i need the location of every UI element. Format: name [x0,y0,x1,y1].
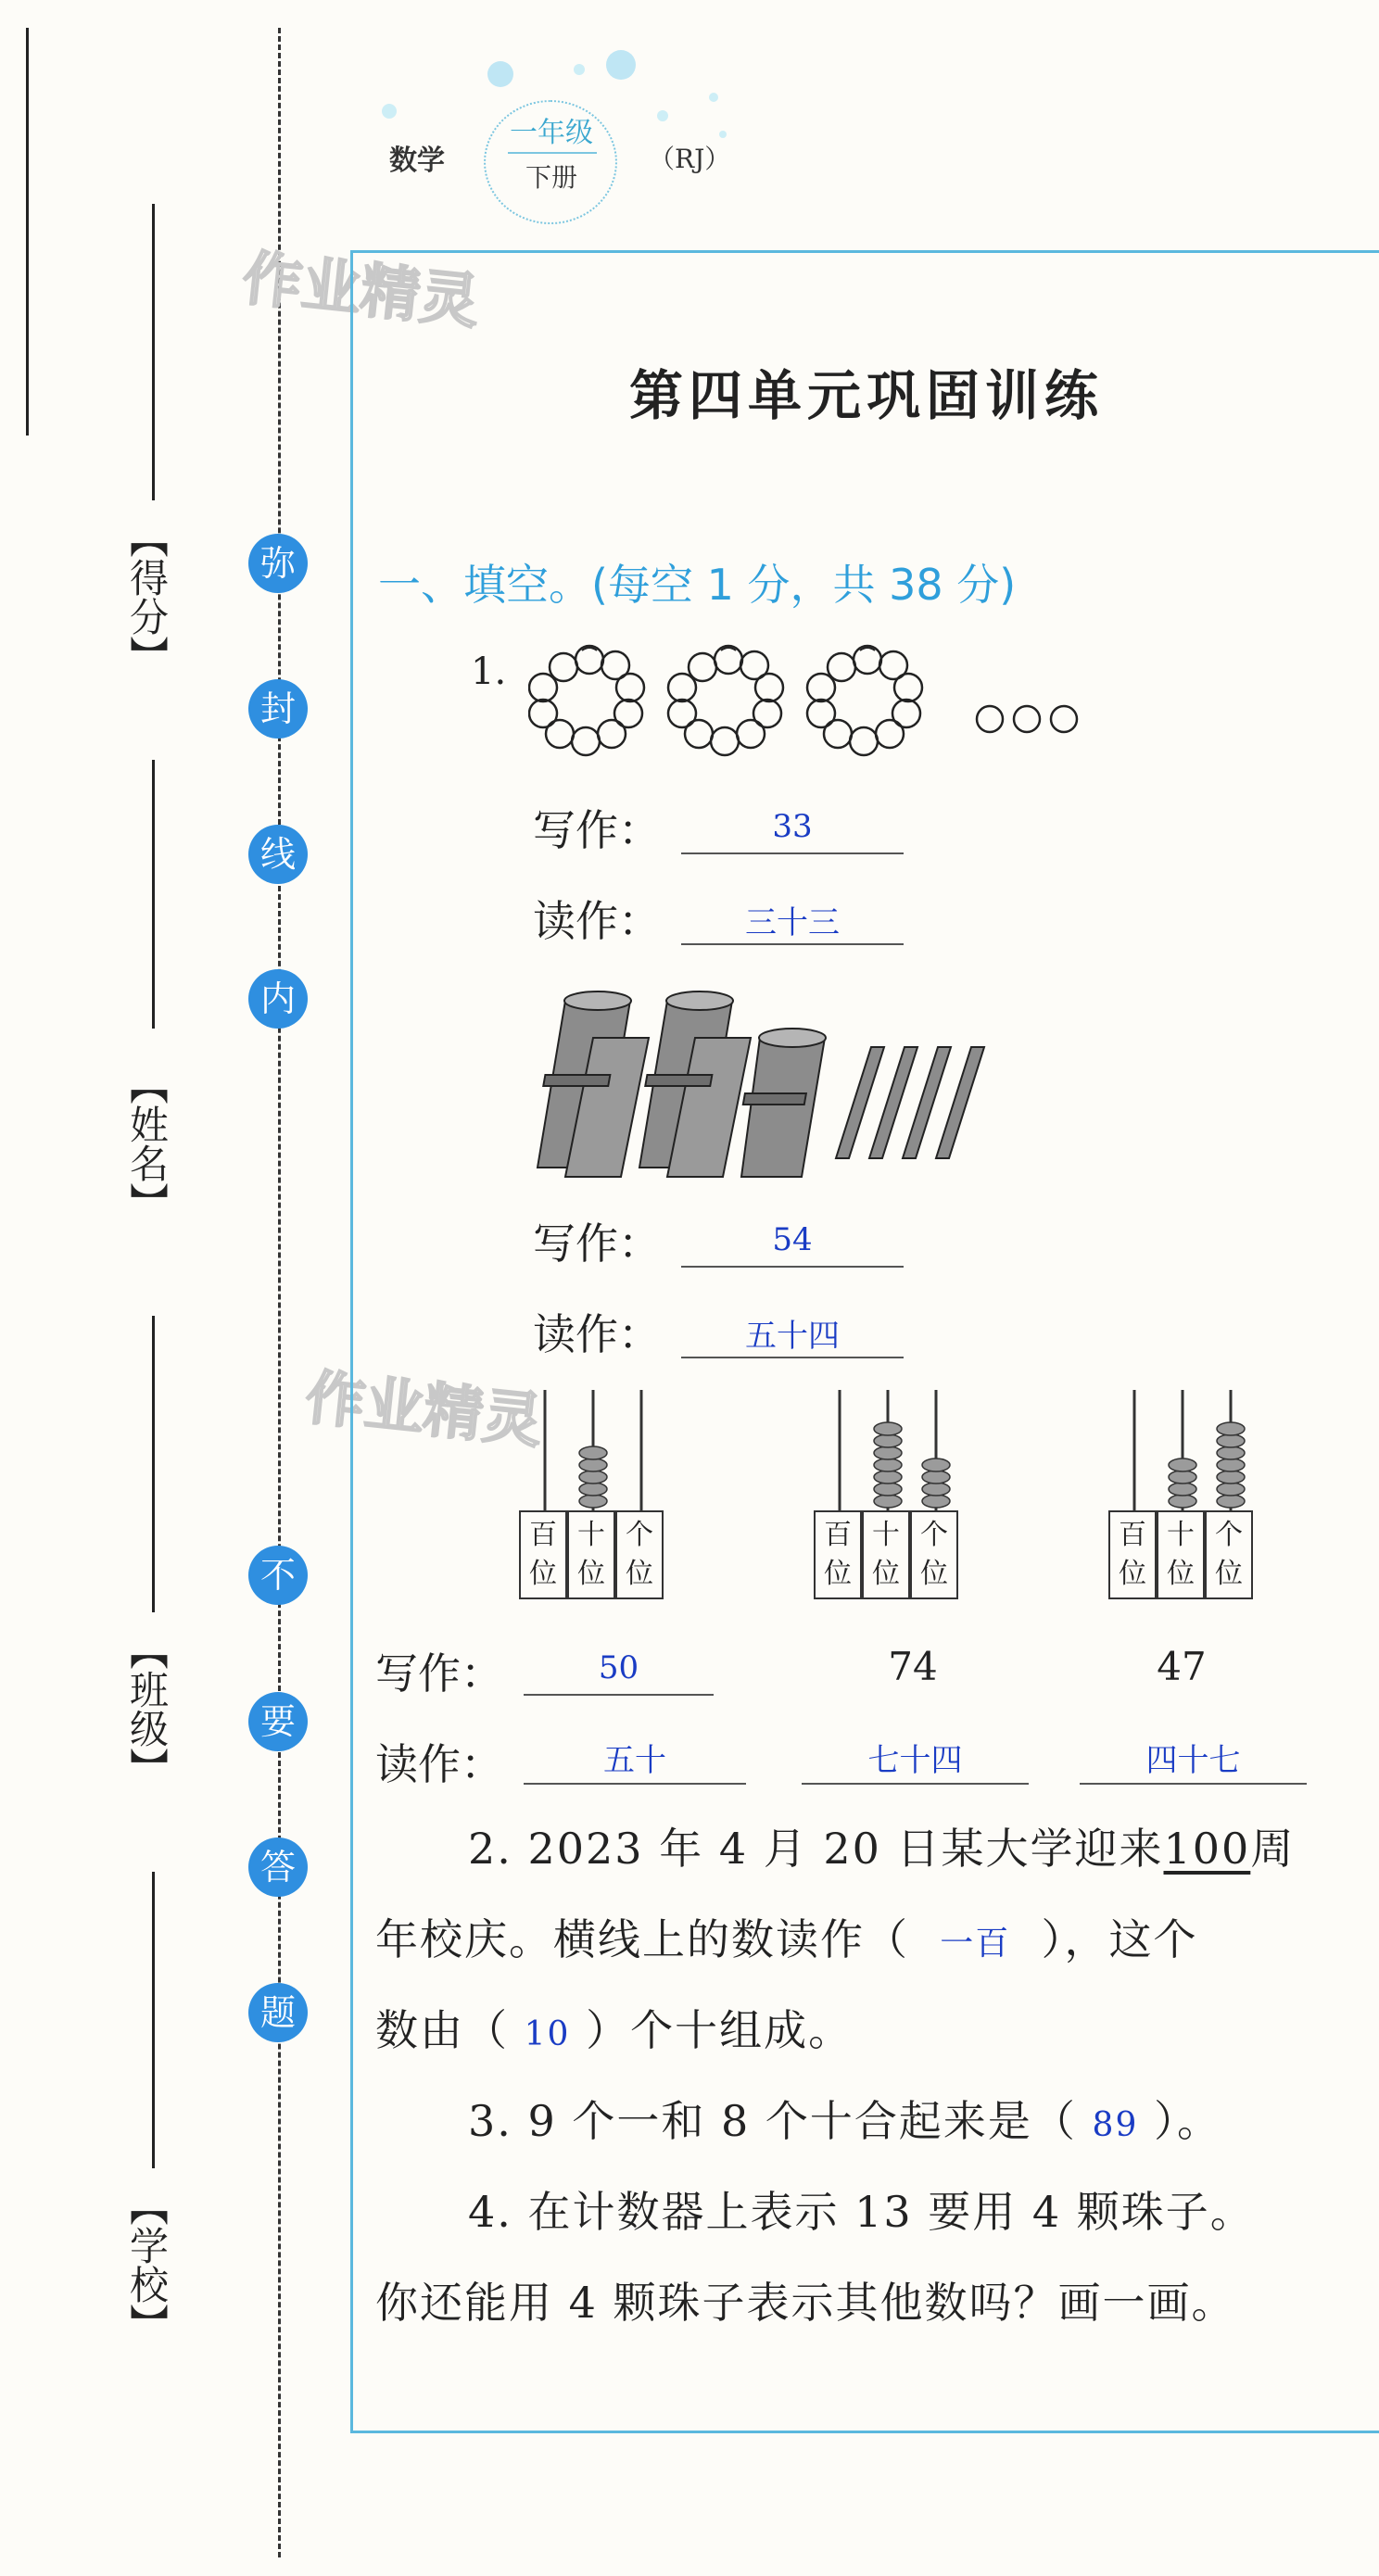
abacus-bead [1169,1483,1196,1496]
class-rule [152,1316,155,1612]
seal-char: 要 [248,1692,308,1751]
abacus-bead [579,1483,607,1496]
abacus-bead [1169,1495,1196,1508]
abacus2-write-value: 74 [888,1644,938,1689]
place-value-label: 十 位 [567,1510,615,1599]
q2-number: 100 [1163,1824,1251,1874]
question-number: 1. [471,650,507,693]
answer-line [1080,1783,1307,1785]
sticks-read-answer: 五十四 [745,1318,840,1355]
section-heading: 一、填空。(每空 1 分，共 38 分) [378,560,1017,610]
header-divider [508,152,597,154]
question-2-line2 [375,1894,1198,1989]
abacus-bead [874,1422,902,1435]
answer-line [681,1266,904,1268]
abacus-bead [1217,1483,1245,1496]
abacus-bead [874,1483,902,1496]
q2-answer-reading: 一百 [940,1925,1011,1963]
abacus1-read-answer: 五十 [603,1742,666,1779]
header-volume: 下册 [525,162,577,193]
abacus1-write-answer: 50 [598,1649,639,1686]
sticks-bundles-figure [528,982,1029,1186]
watermark-middle: 作业精灵 [302,1363,546,1458]
abacus-bead [1217,1471,1245,1484]
question-3 [468,2076,1221,2171]
q3-answer: 89 [1092,2106,1139,2144]
seal-char: 答 [248,1837,308,1897]
seal-char: 线 [248,825,308,884]
place-value-label: 百 位 [519,1510,567,1599]
header-subject: 数学 [389,145,445,177]
answer-line [524,1694,714,1696]
seal-char: 题 [248,1983,308,2042]
abacus-bead [579,1458,607,1471]
beads-read-answer: 三十三 [745,904,840,941]
place-value-label: 十 位 [1157,1510,1205,1599]
q2-text-a: 2. 2023 年 4 月 20 日某大学迎来 [468,1824,1164,1874]
abacus3-write-value: 47 [1157,1644,1207,1689]
sidebar-score: 【得分】 [124,519,170,675]
score-rule [152,204,155,500]
abacus-bead [922,1458,950,1471]
bead-ring [529,646,644,755]
abacus-bead [579,1495,607,1508]
seal-char: 内 [248,969,308,1029]
binding-edge-line [26,28,29,436]
q2-text-d: ），这个 [1041,1914,1198,1964]
sidebar-class: 【班级】 [124,1631,170,1787]
q3-text-b: ）。 [1153,2096,1221,2146]
abacus2-read-answer: 七十四 [867,1742,963,1779]
place-value-label: 个 位 [910,1510,958,1599]
answer-line [681,852,904,854]
abacus-47 [1108,1390,1257,1603]
q2-answer-tens: 10 [524,2015,571,2053]
header-edition: （RJ） [649,144,731,174]
place-value-label: 百 位 [814,1510,862,1599]
abacus-bead [579,1446,607,1459]
watermark-top: 作业精灵 [239,244,483,338]
abacus-bead [579,1471,607,1484]
place-value-label: 百 位 [1108,1510,1157,1599]
q2-text-e: 数由（ [375,2005,509,2055]
abacus-74 [814,1390,962,1603]
seal-char: 封 [248,679,308,739]
sticks-write-answer: 54 [772,1221,813,1258]
place-value-label: 十 位 [862,1510,910,1599]
abacus3-read-answer: 四十七 [1145,1742,1241,1779]
bead-rings-figure [528,639,1103,769]
abacus-bead [1217,1434,1245,1447]
beads-write-answer: 33 [772,808,813,845]
abacus-bead [1217,1458,1245,1471]
question-4-line2: 你还能用 4 颗珠子表示其他数吗？画一画。 [375,2278,1236,2328]
abacus-bead [874,1495,902,1508]
stick-bundle [538,991,649,1177]
abacus-bead [922,1471,950,1484]
q2-text-c: 年校庆。横线上的数读作（ [375,1914,909,1964]
place-value-label: 个 位 [615,1510,664,1599]
read-label: 读作： [533,1309,661,1359]
read-label: 读作： [533,896,661,946]
header-decoration-icon [371,37,760,148]
q2-text-f: ）个十组成。 [586,2005,854,2055]
abacus-50 [519,1390,667,1603]
abacus-bead [874,1471,902,1484]
abacus-bead [1217,1495,1245,1508]
seal-char: 弥 [248,534,308,593]
seal-dashed-line [278,28,281,2557]
school-rule [152,1872,155,2168]
sidebar-name: 【姓名】 [124,1066,170,1221]
answer-line [802,1783,1029,1785]
abacus-bead [922,1495,950,1508]
write-label: 写作： [533,1219,661,1269]
abacus-bead [922,1483,950,1496]
abacus-bead [1169,1471,1196,1484]
answer-line [681,1357,904,1358]
question-4-line1: 4. 在计数器上表示 13 要用 4 颗珠子。 [468,2187,1255,2237]
read-label: 读作： [375,1739,503,1789]
write-label: 写作： [533,805,661,855]
abacus-bead [874,1458,902,1471]
place-value-label: 个 位 [1205,1510,1253,1599]
abacus-bead [1169,1458,1196,1471]
question-2-line1 [468,1803,1295,1894]
question-2-line3 [375,1985,853,2080]
answer-line [524,1783,746,1785]
abacus-bead [1217,1446,1245,1459]
q2-text-b: 周 [1250,1824,1296,1874]
name-rule [152,760,155,1029]
seal-char: 不 [248,1546,308,1605]
sidebar-school: 【学校】 [124,2187,170,2342]
answer-line [681,943,904,945]
page-title: 第四单元巩固训练 [628,364,1104,427]
header-grade: 一年级 [510,117,593,149]
abacus-bead [1217,1422,1245,1435]
write-label: 写作： [375,1648,503,1698]
abacus-bead [874,1434,902,1447]
abacus-bead [874,1446,902,1459]
q3-text-a: 3. 9 个一和 8 个十合起来是（ [468,2096,1077,2146]
